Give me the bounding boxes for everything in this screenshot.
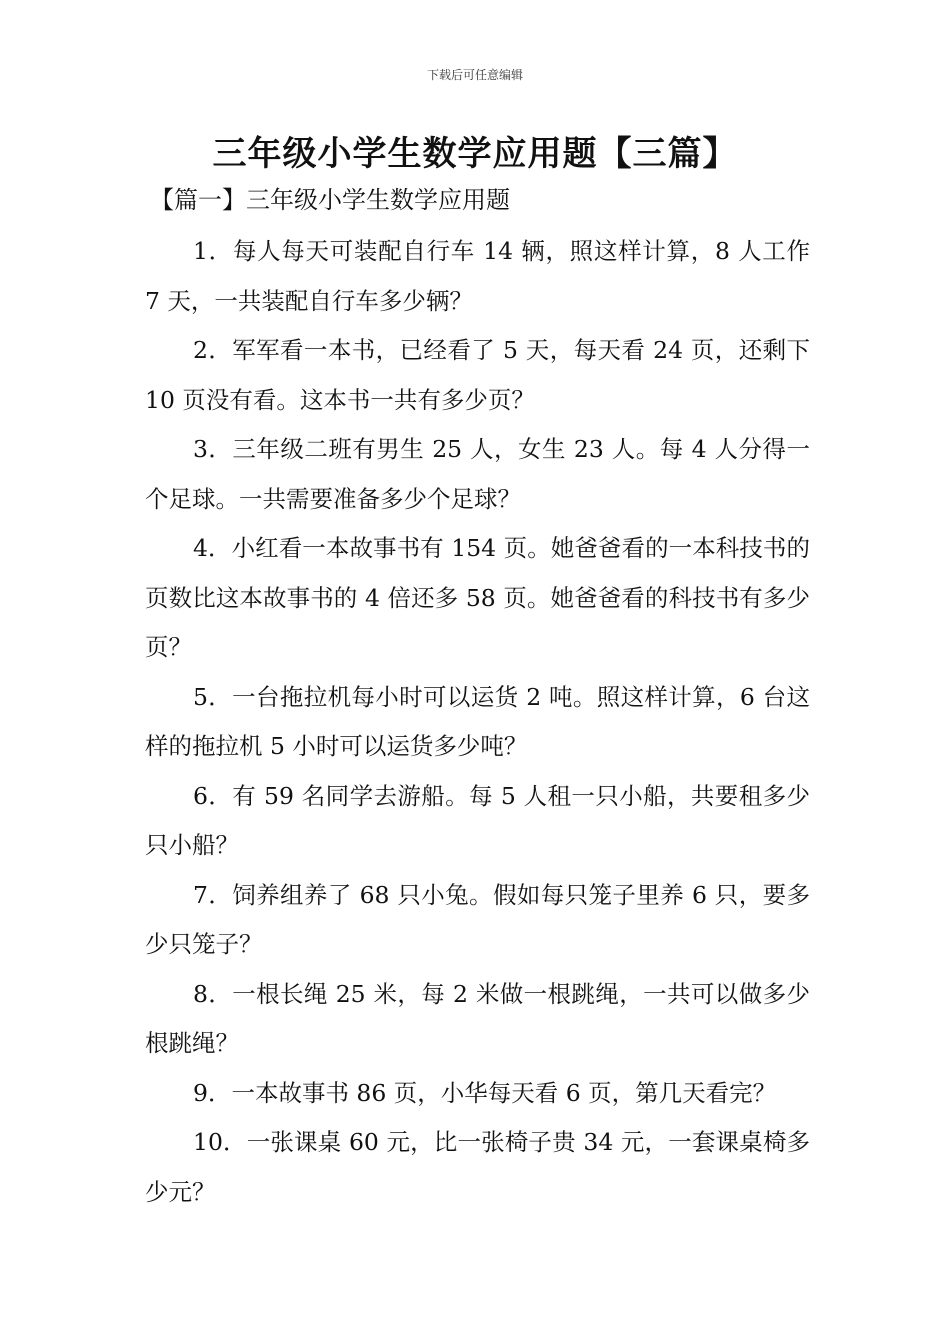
question-1: 1．每人每天可装配自行车 14 辆，照这样计算，8 人工作 7 天，一共装配自行车多少辆？: [145, 237, 810, 315]
question-5: 5．一台拖拉机每小时可以运货 2 吨。照这样计算，6 台这样的拖拉机 5 小时可以运货多少吨？: [145, 682, 810, 760]
question-2: 2．军军看一本书，已经看了 5 天，每天看 24 页，还剩下 10 页没有看。这本书一共有多少页？: [145, 336, 810, 414]
question-7: 7．饲养组养了 68 只小兔。假如每只笼子里养 6 只，要多少只笼子？: [145, 880, 810, 958]
question-3: 3．三年级二班有男生 25 人，女生 23 人。每 4 人分得一个足球。一共需要准备多少个足球？: [145, 435, 810, 513]
question-4: 4．小红看一本故事书有 154 页。她爸爸看的一本科技书的页数比这本故事书的 4 倍还多 58 页。她爸爸看的科技书有多少页？: [145, 534, 810, 661]
page-header: 下载后可任意编辑: [426, 68, 523, 82]
question-8: 8．一根长绳 25 米，每 2 米做一根跳绳，一共可以做多少根跳绳？: [145, 979, 810, 1057]
question-10: 10．一张课桌 60 元，比一张椅子贵 34 元，一套课桌椅多少元？: [145, 1128, 810, 1206]
question-6: 6．有 59 名同学去游船。每 5 人租一只小船，共要租多少只小船？: [145, 781, 810, 859]
section-heading: 【篇一】三年级小学生数学应用题: [150, 186, 510, 214]
question-list: [145, 227, 810, 1217]
document-title: 三年级小学生数学应用题【三篇】: [212, 134, 738, 174]
question-9: 9．一本故事书 86 页，小华每天看 6 页，第几天看完？: [193, 1078, 777, 1107]
